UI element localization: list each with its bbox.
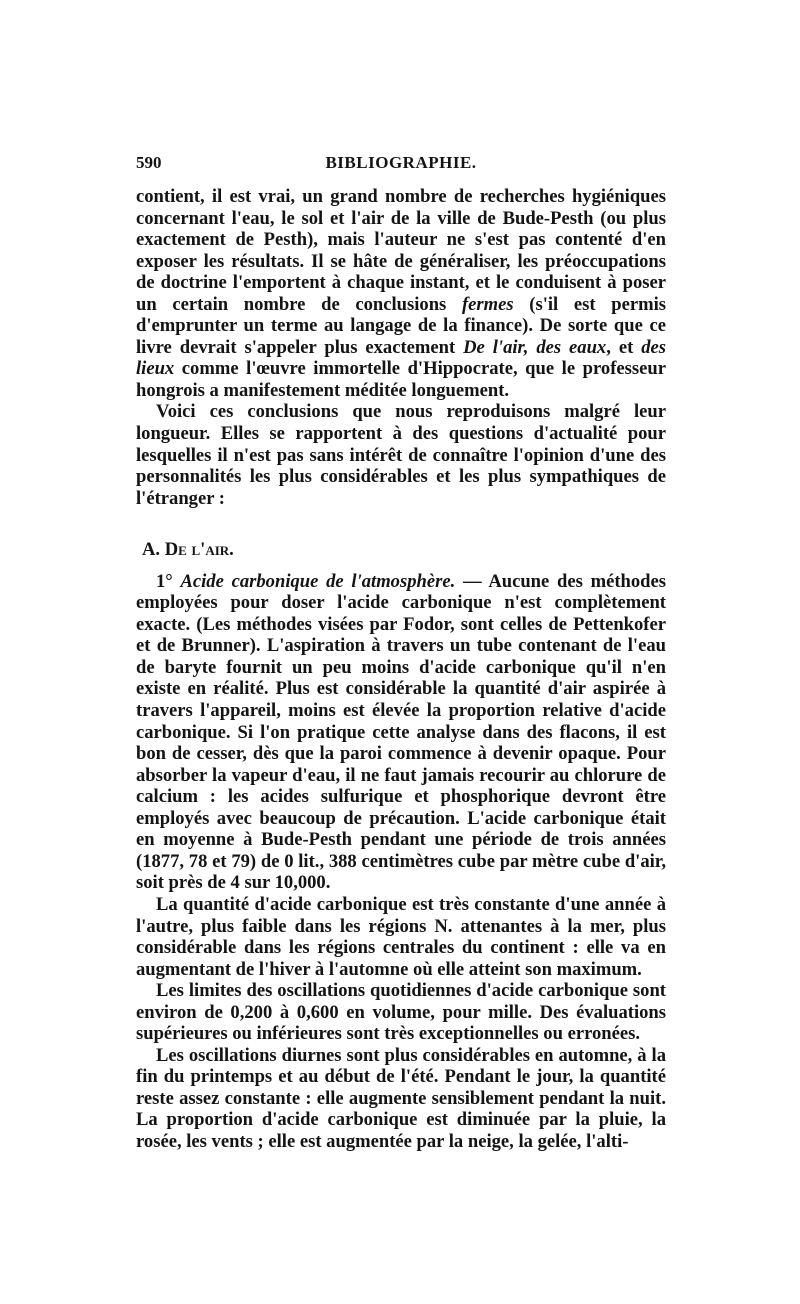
paragraph-limites: Les limites des oscillations quotidiennes d'acide carbonique sont environ de 0,200 à 0,600 en volume, pour mille. Des évaluations supérieures ou inférieures sont très exceptionnelles ou erronées. bbox=[136, 980, 666, 1045]
emphasis-des-lieux: des lieux bbox=[136, 336, 666, 380]
subsection-title: Acide carbonique de l'atmosphère. bbox=[180, 570, 456, 592]
section-heading bbox=[136, 539, 666, 561]
emphasis-de-lair-des-eaux: De l'air, des eaux bbox=[463, 336, 607, 358]
paragraph-constance: La quantité d'acide carbonique est très constante d'une année à l'autre, plus faible dans les régions N. attenantes à la mer, plus considérable dans les régions centrales du continent : elle va en augmentant de l'hiver à l'automne où elle atteint son maximum. bbox=[136, 893, 666, 980]
section-title: De l'air. bbox=[164, 539, 234, 561]
paragraph-oscillations: Les oscillations diurnes sont plus considérables en automne, à la fin du printemps et au début de l'été. Pendant le jour, la quantité reste assez constante : elle augmente sensiblement pendant la nuit. La proportion d'acide carbonique est diminuée par la pluie, la rosée, les vents ; elle est augmentée par la neige, la gelée, l'alti- bbox=[136, 1044, 666, 1152]
subsection-number: 1° bbox=[156, 570, 173, 592]
page-number: 590 bbox=[136, 153, 162, 172]
paragraph-intro: contient, il est vrai, un grand nombre de recherches hygiéniques concernant l'eau, le sol et l'air de la ville de Bude-Pesth (ou plus exactement de Pesth), mais l'auteur ne s'est pas contenté d'en exposer les résultats. Il se hâte de généraliser, les préoccupations de doctrine l'emportent à chaque instant, et le conduisent à poser un certain nombre de conclusions fermes (s'il est permis d'emprunter un terme au langage de la finance). De sorte que ce livre devrait s'appeler plus exactement De l'air, des eaux, et des lieux comme l'œuvre immortelle d'Hippocrate, que le professeur hongrois a manifestement méditée longuement. bbox=[136, 186, 666, 401]
page-body bbox=[136, 186, 666, 1153]
subsection-text: Aucune des méthodes employées pour doser l'acide carbonique n'est complètement exacte. (Les méthodes visées par Fodor, sont celles de Pettenkofer et de Brunner). L'aspiration à travers un tube contenant de l'eau de baryte fournit un peu moins d'acide carbonique qu'il n'en existe en réalité. Plus est considérable la quantité d'air aspirée à travers l'appareil, moins est élevée la proportion relative d'acide carbonique. Si l'on pratique cette analyse dans des flacons, il est bon de cesser, dès que la paroi commence à devenir opaque. Pour absorber la vapeur d'eau, il ne faut jamais recourir au chlorure de calcium : les acides sulfurique et phosphorique devront être employés avec beaucoup de précaution. L'acide carbonique était en moyenne à Bude-Pesth pendant une période de trois années (1877, 78 et 79) de 0 lit., 388 centimètres cube par mètre cube d'air, soit près de 4 sur 10,000. bbox=[136, 570, 666, 894]
paragraph-conclusions: Voici ces conclusions que nous reproduisons malgré leur longueur. Elles se rapportent à des questions d'actualité pour lesquelles il n'est pas sans intérêt de connaître l'opinion d'une des personnalités les plus considérables et les plus sympathiques de l'étranger : bbox=[136, 401, 666, 509]
running-title: BIBLIOGRAPHIE. bbox=[325, 153, 477, 172]
running-header bbox=[136, 153, 666, 179]
subsection-paragraph: 1° Acide carbonique de l'atmosphère. — Aucune des méthodes employées pour doser l'acide carbonique n'est complètement exacte. (Les méthodes visées par Fodor, sont celles de Pettenkofer et de Brunner). L'aspiration à travers un tube contenant de l'eau de baryte fournit un peu moins d'acide carbonique qu'il n'en existe en réalité. Plus est considérable la quantité d'air aspirée à travers l'appareil, moins est élevée la proportion relative d'acide carbonique. Si l'on pratique cette analyse dans des flacons, il est bon de cesser, dès que la paroi commence à devenir opaque. Pour absorber la vapeur d'eau, il ne faut jamais recourir au chlorure de calcium : les acides sulfurique et phosphorique devront être employés avec beaucoup de précaution. L'acide carbonique était en moyenne à Bude-Pesth pendant une période de trois années (1877, 78 et 79) de 0 lit., 388 centimètres cube par mètre cube d'air, soit près de 4 sur 10,000. bbox=[136, 570, 666, 894]
emphasis-fermes: fermes bbox=[461, 293, 514, 315]
section-letter: A. bbox=[142, 539, 161, 561]
